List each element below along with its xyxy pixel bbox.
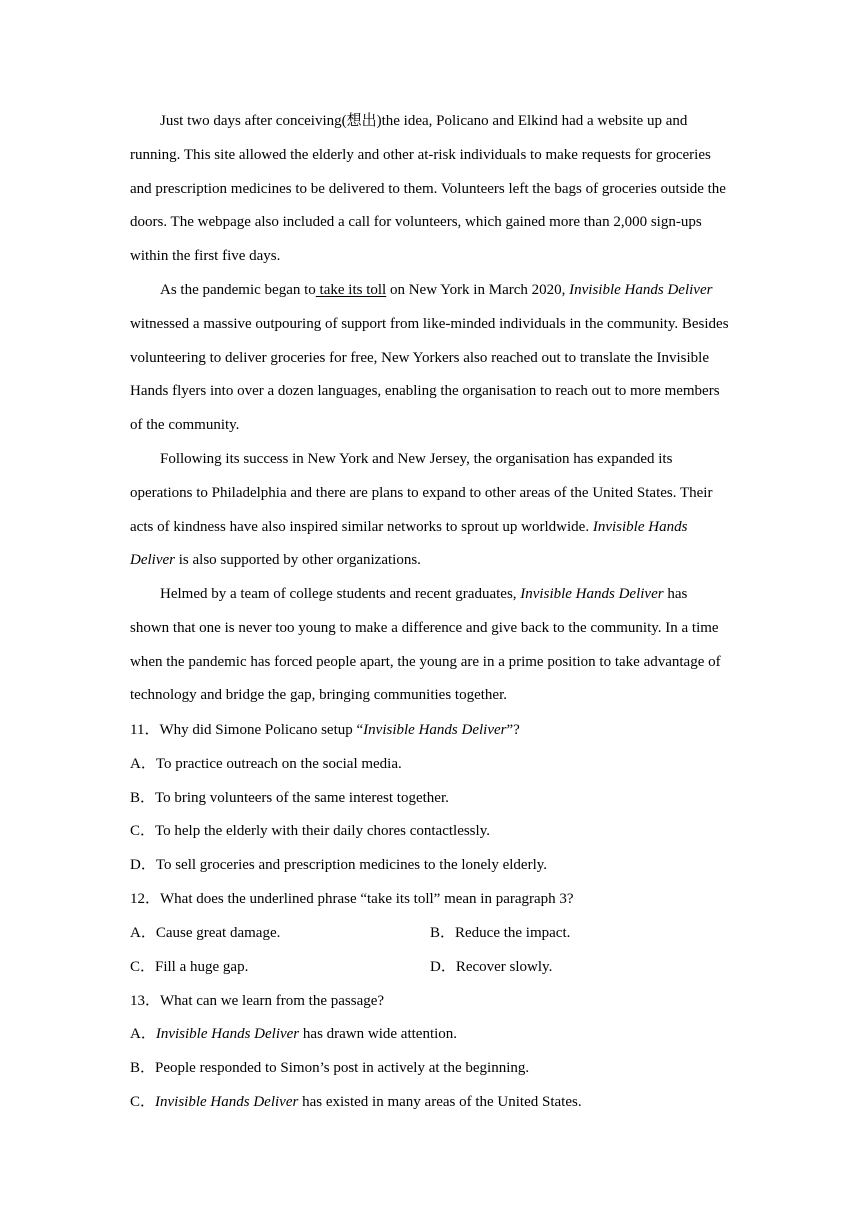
question-12-option-c: C．Fill a huge gap. [130, 959, 249, 975]
question-13-stem: 13．What can we learn from the passage? [130, 993, 385, 1009]
question-12-stem: 12．What does the underlined phrase “take its toll” mean in paragraph 3? [130, 891, 574, 907]
paragraph-1-text: Just two days after conceiving(想出)the idea, Policano and Elkind had a website up and running. This site allowed the elderly and other at-risk individuals to make requests for groceries and prescription medicines to be delivered to them. Volunteers left the bags of groceries outside the doors. The webpage also included a call for volunteers, which gained more than 2,000 sign-ups within the first five days. [130, 113, 726, 265]
paragraph-3 [130, 443, 730, 578]
org-name: Invisible Hands Deliver [130, 518, 688, 569]
question-11-option-c: C．To help the elderly with their daily chores contactlessly. [130, 823, 490, 839]
paragraph-4 [130, 578, 730, 713]
paragraph-1 [130, 105, 730, 274]
org-name: Invisible Hands Deliver [569, 282, 713, 298]
option-text: has existed in many areas of the United States. [298, 1094, 582, 1110]
question-11-option-d: D．To sell groceries and prescription medicines to the lonely elderly. [130, 857, 548, 873]
org-name: Invisible Hands Deliver [155, 1026, 300, 1042]
underlined-phrase: take its toll [315, 282, 387, 298]
paragraph-3-text-a: Following its success in New York and New Jersey, the organisation has expanded its operations to Philadelphia and there are plans to expand to other areas of the United States. Their acts of kindness have also inspired similar networks to sprout up worldwide. [130, 451, 713, 535]
org-name: Invisible Hands Deliver [363, 722, 507, 738]
paragraph-4-text-b: has shown that one is never too young to make a difference and give back to the community. In a time when the pandemic has forced people apart, the young are in a prime position to take advantage of technology and bridge the gap, bringing communities together. [130, 586, 721, 704]
question-11-stem-b: ”? [506, 722, 520, 738]
question-12-option-b: B．Reduce the impact. [430, 925, 571, 941]
question-12-option-d: D．Recover slowly. [430, 959, 553, 975]
paragraph-3-text-b: is also supported by other organizations. [174, 552, 421, 569]
paragraph-2-text-b: on New York in March 2020, [386, 282, 570, 298]
question-13-option-a [130, 1024, 730, 1044]
option-text: has drawn wide attention. [299, 1026, 458, 1042]
question-13-option-c [130, 1092, 730, 1112]
question-13-option-b: B．People responded to Simon’s post in actively at the beginning. [130, 1060, 530, 1076]
question-12-option-a: A．Cause great damage. [130, 925, 281, 941]
paragraph-2-text-c: witnessed a massive outpouring of support from like-minded individuals in the community. Besides volunteering to deliver groceries for free, New Yorkers also reached out to translate the Invisible Hands flyers into over a dozen languages, enabling the organisation to reach out to more members of the community. [130, 315, 729, 434]
option-label: A． [130, 1026, 156, 1042]
question-11-stem [130, 720, 730, 740]
paragraph-4-text-a: Helmed by a team of college students and recent graduates, [160, 586, 521, 602]
paragraph-2 [130, 274, 730, 443]
option-label: C． [130, 1094, 156, 1110]
paragraph-2-text-a: As the pandemic began to [160, 282, 316, 298]
org-name: Invisible Hands Deliver [155, 1094, 299, 1110]
question-11-option-b: B．To bring volunteers of the same interest together. [130, 790, 449, 806]
question-11-option-a: A．To practice outreach on the social media. [130, 756, 402, 772]
question-11-stem-a: 11．Why did Simone Policano setup “ [130, 722, 364, 738]
org-name: Invisible Hands Deliver [520, 586, 664, 602]
